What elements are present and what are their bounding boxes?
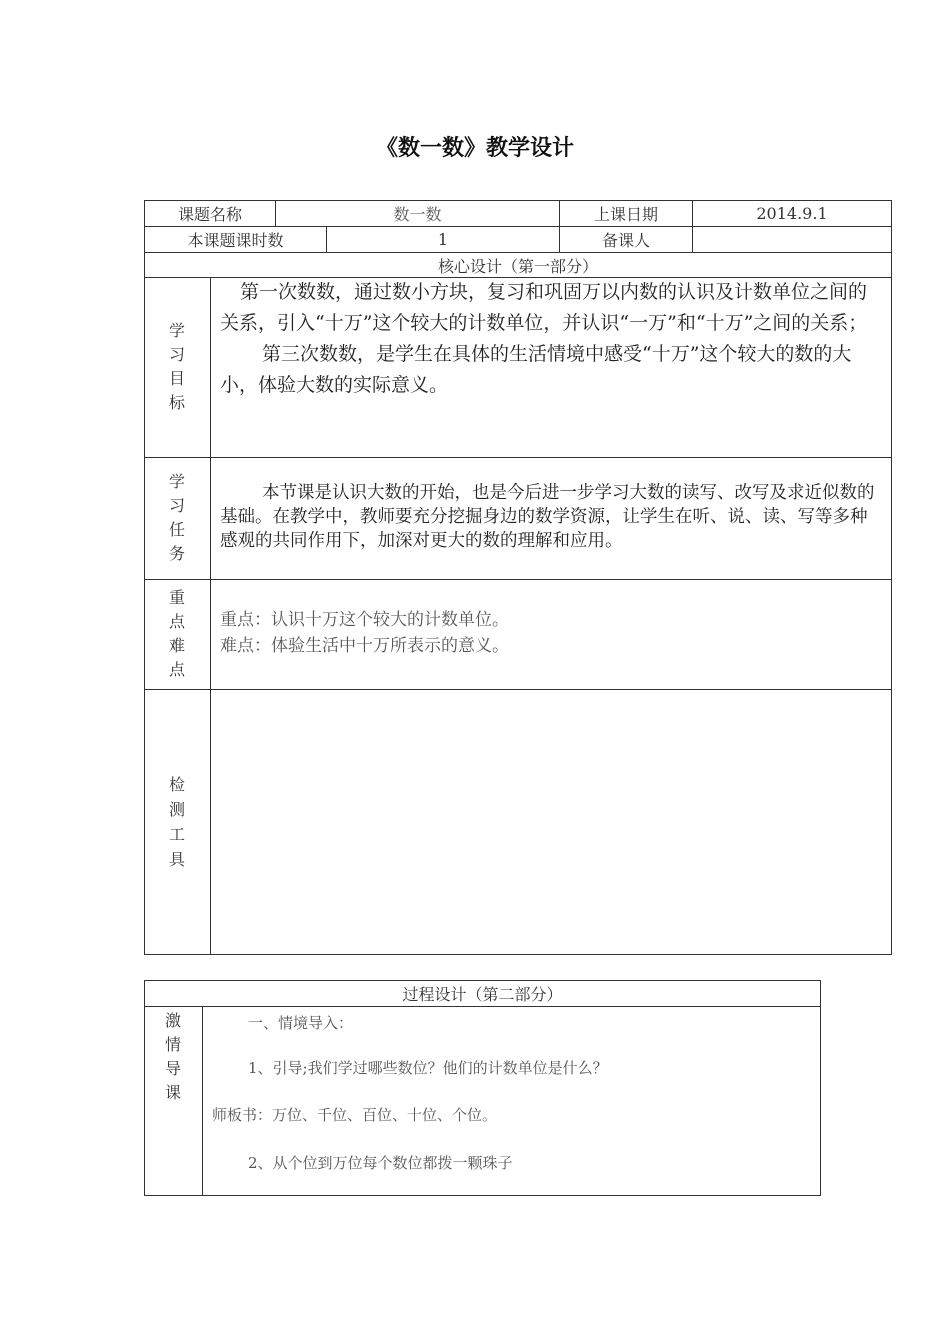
key-point-line: 重点：认识十万这个较大的计数单位。: [220, 610, 509, 630]
class-date-value: 2014.9.1: [756, 204, 828, 223]
course-name-label: 课题名称: [177, 205, 242, 224]
tasks-paragraph: 本节课是认识大数的开始，也是今后进一步学习大数的读写、改写及求近似数的基础。在教学中，教师要充分挖掘身边的数学资源，让学生在听、说、读、写等多种感观的共同作用下，加深对更大的数的理解和应用。: [220, 483, 875, 551]
difficulty-line: 难点：体验生活中十万所表示的意义。: [220, 636, 509, 656]
course-name-value: 数一数: [393, 205, 442, 224]
tools-label: 检 测 工 具: [168, 775, 185, 869]
core-design-header: 核心设计（第一部分）: [437, 256, 598, 276]
lesson-count-value: 1: [437, 230, 449, 249]
goals-paragraph-1: 第一次数数，通过数小方块，复习和巩固万以内数的认识及计数单位之间的关系，引入“十万”这个较大的计数单位，并认识“一万”和“十万”之间的关系；: [220, 281, 868, 334]
class-date-label: 上课日期: [593, 205, 658, 224]
tasks-text: [220, 481, 884, 553]
process-line-3: 师板书：万位、千位、百位、十位、个位。: [212, 1106, 498, 1124]
tasks-label: 学 习 任 务: [168, 472, 185, 563]
process-design-header: 过程设计（第二部分）: [402, 985, 563, 1004]
goals-text: [220, 277, 884, 401]
goals-label: 学 习 目 标: [168, 321, 185, 412]
process-line-1: 一、情境导入：: [248, 1014, 354, 1032]
preparer-value: [693, 227, 891, 252]
key-points-text: [220, 607, 880, 659]
process-line-2: 1、引导;我们学过哪些数位？他们的计数单位是什么？: [248, 1059, 608, 1077]
process-line-4: 2、从个位到万位每个数位都拨一颗珠子: [248, 1154, 513, 1172]
document-title: 《数一数》教学设计: [375, 136, 574, 161]
lesson-count-label: 本课题课时数: [187, 231, 284, 250]
goals-paragraph-2: 第三次数数，是学生在具体的生活情境中感受“十万”这个较大的数的大小，体验大数的实际意义。: [220, 343, 852, 396]
key-points-label: 重 点 难 点: [168, 588, 185, 679]
intro-label: 激 情 导 课: [164, 1011, 181, 1102]
preparer-label: 备课人: [601, 231, 650, 250]
